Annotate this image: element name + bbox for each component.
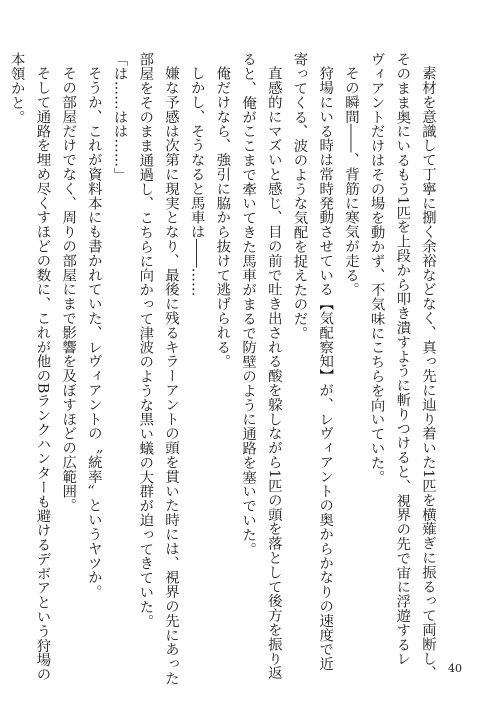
text-line: 狩場にいる時は常時発動させている【気配察知】が、レヴィアントの奥からかなりの速度で近 (317, 66, 334, 672)
text-line (0, 52, 3, 652)
text-line: そのまま奥にいるもう1匹を上段から叩き潰すように斬りつけると、視界の先で宙に浮遊するレ (394, 52, 411, 666)
text-line: しかし、そうなると馬車は――…… (188, 66, 205, 297)
text-line: その部屋だけでなく、周りの部屋にまで影響を及ぼすほどの広範囲。 (60, 66, 77, 513)
vertical-text-body (8, 52, 440, 686)
page-number: 40 (448, 662, 462, 675)
text-line: 素材を意識して丁寧に捌く余裕などなく、真っ先に辿り着いた1匹を横薙ぎに振るって両断し、 (420, 66, 436, 681)
text-line: 直感的にマズいと感じ、目の前で吐き出される酸を躱しながら1匹の頭を落として後方を振り返 (265, 66, 282, 681)
text-line: そうか、これが資料本にも書かれていた、レヴィアントの〝統率〟というヤツか。 (85, 66, 102, 600)
text-line: 「は……はは……」 (111, 52, 128, 182)
text-line: ヴィアントだけはその場を動かず、不気味にこちらを向いていた。 (368, 52, 385, 484)
text-line: その瞬間――、背筋に寒気が走る。 (342, 66, 359, 297)
text-line: 俺だけなら、強引に脇から抜けて逃げられる。 (214, 66, 231, 369)
text-line: そして通路を埋め尽くすほどの数に、これが他のBランクハンターも避けるデボアという狩場の (34, 66, 51, 682)
text-line: ると、俺がここまで牽いてきた馬車がまるで防壁のように通路を塞いでいた。 (240, 52, 257, 556)
text-line: 寄ってくる、波のような気配を捉えたのだ。 (291, 52, 308, 340)
text-line: 嫌な予感は次第に現実となり、最後に残るキラーアントの頭を貫いた時には、視界の先にあった (162, 66, 179, 686)
text-line: 本領かと。 (8, 52, 25, 124)
text-line: 部屋をそのまま通過し、こちらに向かって津波のような黒い蟻の大群が迫ってきていた。 (137, 52, 154, 628)
